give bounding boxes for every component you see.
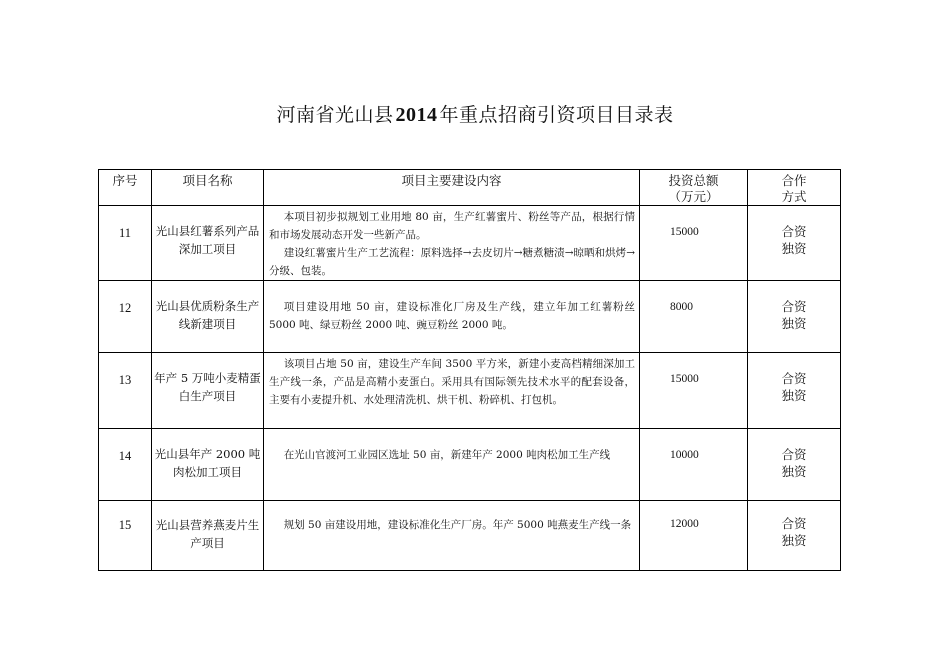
row-mode (748, 353, 841, 429)
row-mode-line1: 合资 (781, 224, 807, 239)
row-project-name: 光山县红薯系列产品深加工项目 (152, 206, 264, 281)
row-mode-line2: 独资 (781, 388, 807, 403)
row-content (264, 206, 640, 281)
row-mode-line2: 独资 (781, 241, 807, 256)
row-mode (748, 281, 841, 353)
table-row (99, 206, 841, 281)
row-content-paragraph: 建设红薯蜜片生产工艺流程：原料选择→去皮切片→糖煮糖渍→晾晒和烘烤→分级、包装。 (269, 247, 635, 277)
header-content: 项目主要建设内容 (264, 170, 640, 206)
row-number: 11 (99, 206, 152, 281)
header-amount-line1: 投资总额 (668, 173, 719, 188)
header-amount (640, 170, 748, 206)
table-header-row (99, 170, 841, 206)
table-row (99, 353, 841, 429)
row-amount: 8000 (640, 281, 748, 353)
table-row (99, 429, 841, 501)
row-project-name: 光山县优质粉条生产线新建项目 (152, 281, 264, 353)
header-mode-line2: 方式 (781, 189, 807, 204)
row-content (264, 353, 640, 429)
row-mode-line1: 合资 (781, 447, 807, 462)
row-number: 13 (99, 353, 152, 429)
header-mode-line1: 合作 (781, 173, 807, 188)
row-mode-line1: 合资 (781, 371, 807, 386)
header-mode (748, 170, 841, 206)
row-mode (748, 206, 841, 281)
row-content (264, 429, 640, 501)
row-project-name: 年产 5 万吨小麦精蛋白生产项目 (152, 353, 264, 429)
row-content-paragraph: 该项目占地 50 亩，建设生产车间 3500 平方米，新建小麦高档精细深加工生产线一条，产品是高精小麦蛋白。采用具有国际领先技术水平的配套设备，主要有小麦提升机、水处理清洗机、烘干机、粉碎机、打包机。 (269, 358, 635, 406)
row-project-name: 光山县年产 2000 吨肉松加工项目 (152, 429, 264, 501)
title-prefix: 河南省光山县 (276, 104, 394, 126)
row-content-paragraph: 规划 50 亩建设用地，建设标准化生产厂房。年产 5000 吨燕麦生产线一条 (283, 519, 632, 531)
title-suffix: 年重点招商引资项目目录表 (439, 104, 674, 126)
page-title (0, 100, 950, 127)
project-catalog-table (98, 169, 841, 571)
row-mode-line1: 合资 (781, 299, 807, 314)
row-amount: 10000 (640, 429, 748, 501)
row-amount: 15000 (640, 206, 748, 281)
row-content (264, 501, 640, 571)
row-mode (748, 501, 841, 571)
row-number: 15 (99, 501, 152, 571)
header-name: 项目名称 (152, 170, 264, 206)
row-content-paragraph: 在光山官渡河工业园区选址 50 亩，新建年产 2000 吨肉松加工生产线 (283, 449, 611, 461)
row-mode-line1: 合资 (781, 516, 807, 531)
row-mode-line2: 独资 (781, 464, 807, 479)
table-row (99, 281, 841, 353)
header-amount-line2: （万元） (668, 189, 719, 204)
row-content (264, 281, 640, 353)
row-project-name: 光山县营养燕麦片生产项目 (152, 501, 264, 571)
row-mode-line2: 独资 (781, 533, 807, 548)
header-number: 序号 (99, 170, 152, 206)
title-year: 2014 (395, 104, 438, 126)
row-number: 12 (99, 281, 152, 353)
row-amount: 12000 (640, 501, 748, 571)
row-content-paragraph: 本项目初步拟规划工业用地 80 亩，生产红薯蜜片、粉丝等产品，根据行情和市场发展动态开发一些新产品。 (269, 211, 635, 241)
row-mode (748, 429, 841, 501)
table-row (99, 501, 841, 571)
row-number: 14 (99, 429, 152, 501)
row-mode-line2: 独资 (781, 316, 807, 331)
row-content-paragraph: 项目建设用地 50 亩，建设标准化厂房及生产线，建立年加工红薯粉丝 5000 吨、绿豆粉丝 2000 吨、豌豆粉丝 2000 吨。 (269, 301, 635, 331)
row-amount: 15000 (640, 353, 748, 429)
